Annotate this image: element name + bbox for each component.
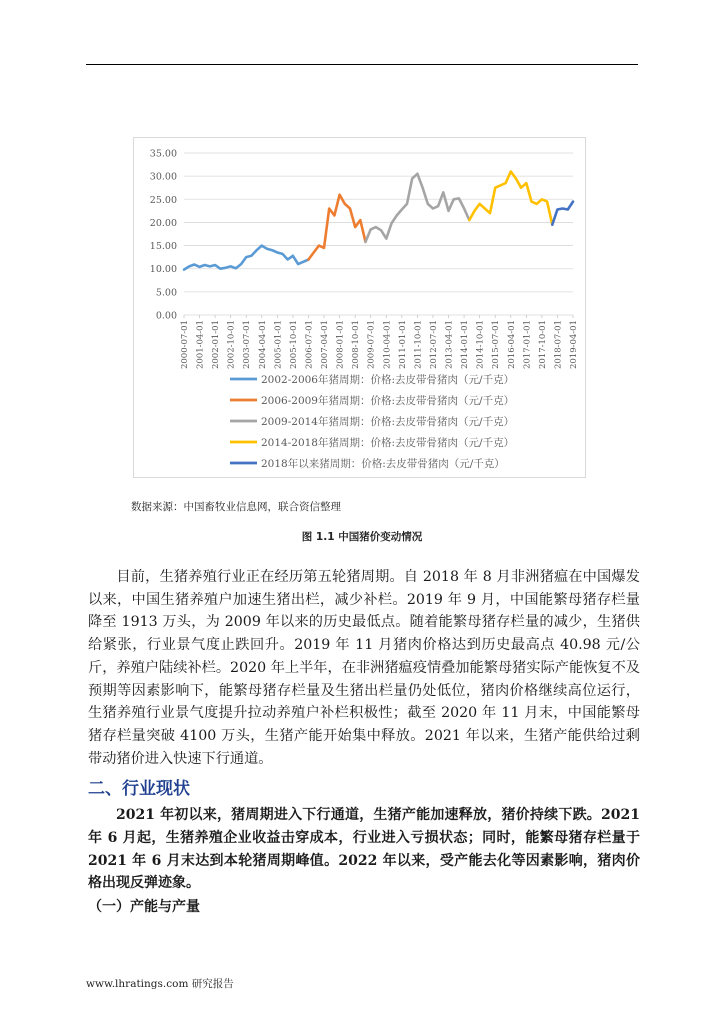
x-tick-label: 2018-07-01 <box>553 320 564 370</box>
x-tick-label: 2014-10-01 <box>475 320 486 370</box>
x-tick-label: 2003-07-01 <box>242 320 253 370</box>
para-line: 养殖户陆续补栏。2020 年上半年，在非洲猪瘟疫情叠加能繁母猪实际产能恢复不及预 <box>88 659 640 699</box>
x-tick-label: 2002-10-01 <box>226 320 237 370</box>
x-tick-label: 2005-10-01 <box>288 320 299 370</box>
y-tick-label: 0.00 <box>155 310 177 322</box>
legend-label: 2018年以来猪周期：价格:去皮带骨猪肉（元/千克） <box>261 458 505 470</box>
x-tick-label: 2017-01-01 <box>522 320 533 370</box>
x-tick-label: 2015-07-01 <box>491 320 502 370</box>
y-tick-label: 30.00 <box>149 171 177 183</box>
data-source: 数据来源：中国畜牧业信息网，联合资信整理 <box>131 501 341 513</box>
header-rule <box>86 64 638 65</box>
legend-label: 2014-2018年猪周期：价格:去皮带骨猪肉（元/千克） <box>261 437 515 449</box>
x-tick-label: 2011-01-01 <box>397 320 408 370</box>
body-paragraph <box>88 566 640 770</box>
y-tick-label: 25.00 <box>149 194 177 206</box>
para-line: 期等因素影响下，能繁母猪存栏量及生猪出栏量仍处低位，猪肉价格继续高位运行， <box>102 682 640 699</box>
bold-line: 2021 年初以来，猪周期进入下行通道，生猪产能加速释放，猪价持续下跌。2021 <box>116 807 640 823</box>
para-line: 存栏量突破 4100 万头，生猪产能开始集中释放。2021 年以来，生猪产能供给过剩带动 <box>88 727 640 767</box>
para-line: 给紧张，行业景气度止跌回升。2019 年 11 月猪肉价格达到历史最高点 40.98 元/公斤， <box>88 637 640 676</box>
y-tick-label: 20.00 <box>149 217 177 229</box>
y-tick-label: 5.00 <box>155 287 177 299</box>
bold-line: 格出现反弹迹象。 <box>88 875 200 892</box>
subsection-title: （一）产能与产量 <box>88 899 200 915</box>
chart-svg <box>133 137 586 478</box>
footer-text: www.lhratings.com 研究报告 <box>86 978 234 990</box>
paragraph-text <box>88 566 640 770</box>
x-tick-label: 2011-10-01 <box>413 320 424 370</box>
figure-caption: 图 1.1 中国猪价变动情况 <box>301 531 423 543</box>
x-tick-label: 2016-04-01 <box>506 320 517 370</box>
x-tick-label: 2007-04-01 <box>320 320 331 370</box>
legend-label: 2006-2009年猪周期：价格:去皮带骨猪肉（元/千克） <box>261 395 515 407</box>
x-tick-label: 2012-07-01 <box>428 320 439 370</box>
para-line: 降至 1913 万头，为 2009 年以来的历史最低点。随着能繁母猪存栏量的减少，生猪供 <box>88 614 640 631</box>
x-tick-label: 2004-04-01 <box>257 320 268 370</box>
para-line: 猪价进入快速下行通道。 <box>116 750 273 767</box>
x-tick-label: 2009-07-01 <box>366 320 377 370</box>
y-tick-label: 35.00 <box>149 148 177 160</box>
y-tick-label: 15.00 <box>149 241 177 253</box>
x-tick-label: 2017-10-01 <box>537 320 548 370</box>
x-tick-label: 2014-01-01 <box>460 320 471 370</box>
section-title: 二、行业现状 <box>88 779 190 799</box>
x-tick-label: 2001-04-01 <box>195 320 206 370</box>
bold-line: 年 6 月起，生猪养殖企业收益击穿成本，行业进入亏损状态；同时，能繁母猪存栏量 <box>88 829 626 846</box>
x-tick-label: 2002-01-01 <box>211 320 222 370</box>
pork-price-chart <box>133 137 586 478</box>
summary-text <box>88 804 640 895</box>
y-tick-label: 10.00 <box>149 264 177 276</box>
x-tick-label: 2013-04-01 <box>444 320 455 370</box>
x-tick-label: 2005-01-01 <box>273 320 284 370</box>
summary-paragraph <box>88 804 640 895</box>
x-tick-label: 2008-01-01 <box>335 320 346 370</box>
para-line: 以来，中国生猪养殖户加速生猪出栏，减少补栏。2019 年 9 月，中国能繁母猪存栏量 <box>88 591 640 608</box>
para-line: 生猪养殖行业景气度提升拉动养殖户补栏积极性；截至 2020 年 11 月末，中国能繁母猪 <box>88 705 640 744</box>
x-tick-label: 2000-07-01 <box>180 320 190 370</box>
x-tick-label: 2008-10-01 <box>351 320 362 370</box>
bold-line: 于 2021 年 6 月末达到本轮猪周期峰值。2022 年以来，受产能去化等因素影响，猪肉价 <box>88 829 640 869</box>
legend-label: 2009-2014年猪周期：价格:去皮带骨猪肉（元/千克） <box>261 416 515 428</box>
x-tick-label: 2019-04-01 <box>569 320 579 370</box>
para-line: 目前，生猪养殖行业正在经历第五轮猪周期。自 2018 年 8 月非洲猪瘟在中国爆发 <box>116 569 640 585</box>
legend-label: 2002-2006年猪周期：价格:去皮带骨猪肉（元/千克） <box>261 374 515 386</box>
x-tick-label: 2006-07-01 <box>304 320 315 370</box>
x-tick-label: 2010-04-01 <box>382 320 393 370</box>
